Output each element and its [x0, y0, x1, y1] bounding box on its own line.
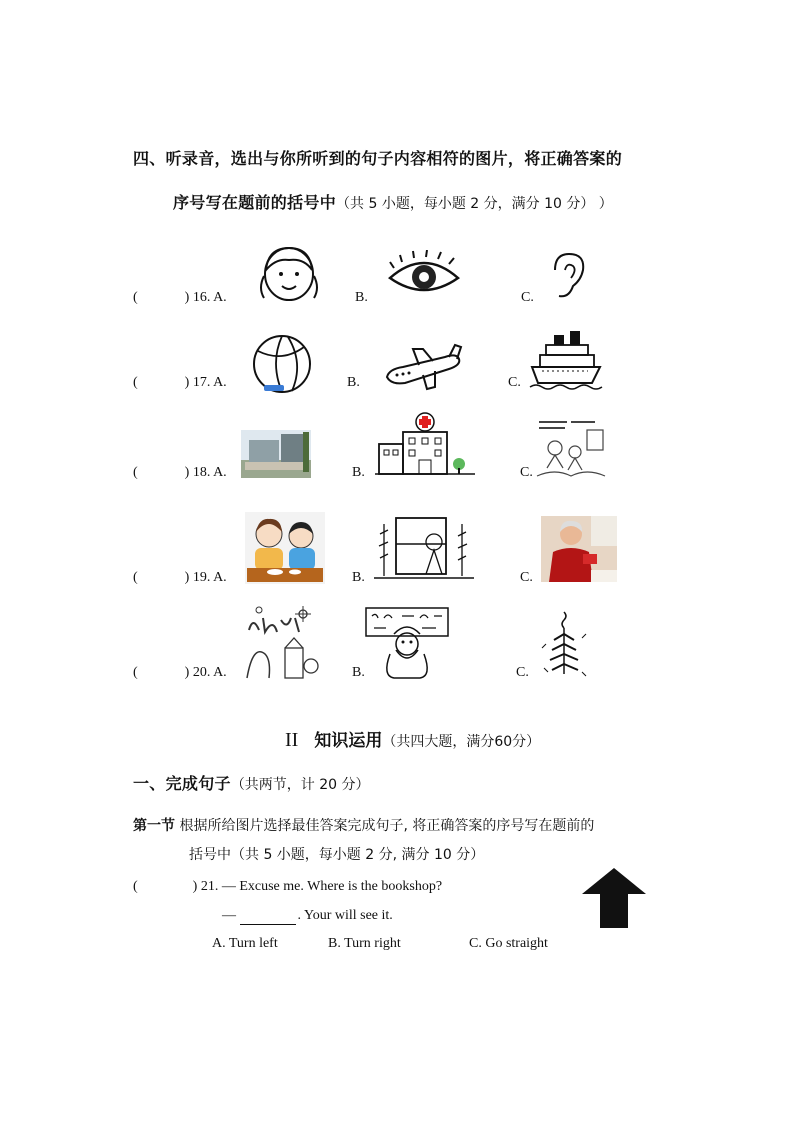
fill-blank[interactable]: [240, 908, 296, 925]
santa-christmas-icon: [362, 604, 452, 680]
answer-paren-open: (: [133, 290, 138, 305]
question-row-17: [133, 375, 227, 391]
question-row-16: [133, 290, 227, 306]
option-c-label: C.: [520, 465, 533, 480]
hospital-icon: [375, 410, 475, 478]
section1-name: 一、完成句子: [133, 774, 231, 793]
window-cleaning-icon: [374, 514, 474, 584]
question-row-18: [133, 465, 227, 481]
dialogue-line1: — Excuse me. Where is the bookshop?: [221, 879, 443, 894]
subsection1-text: 根据所给图片选择最佳答案完成句子, 将正确答案的序号写在题前的: [179, 818, 595, 834]
answer-paren-close: ): [184, 465, 190, 480]
question-row-20: [133, 665, 227, 681]
answer-paren-close: ): [184, 665, 190, 680]
answer-paren-open: (: [133, 570, 138, 585]
answer-paren-close: ): [192, 879, 198, 894]
option-c-label: C.: [521, 290, 534, 305]
section4-title-line2: [173, 190, 613, 213]
subsection1-line1: [133, 815, 594, 835]
option-b-label: B.: [352, 465, 365, 480]
part2-name: 知识运用: [314, 731, 383, 751]
question-number: 18. A.: [192, 465, 227, 480]
answer-paren-close: ): [184, 290, 190, 305]
firecracker-icon: [538, 608, 590, 680]
question-row-19: [133, 570, 227, 586]
question-number: 20. A.: [192, 665, 227, 680]
option-c-label: C.: [516, 665, 529, 680]
answer-paren-open: (: [133, 879, 138, 894]
eye-icon: [386, 250, 462, 300]
option-b-label: B.: [352, 570, 365, 585]
girl-face-icon: [254, 240, 324, 306]
option-b-label: B.: [347, 375, 360, 390]
answer-paren-open: (: [133, 465, 138, 480]
answer-paren-close: ): [184, 375, 190, 390]
answer-paren-close: ): [184, 570, 190, 585]
ship-icon: [528, 325, 604, 393]
section4-title-line1: 四、听录音，选出与你所听到的句子内容相符的图片，将正确答案的: [133, 149, 623, 168]
option-b-label: B.: [352, 665, 365, 680]
dialogue-dash: —: [222, 908, 236, 923]
option-a-21: A. Turn left: [212, 936, 278, 951]
section1-note: （共两节，计 20 分）: [230, 777, 370, 793]
section1-title: [133, 771, 370, 794]
question-number: 21.: [200, 879, 219, 894]
question-number: 16. A.: [192, 290, 227, 305]
question-row-21: [133, 879, 442, 895]
teachers-day-icon: [535, 418, 607, 480]
option-b-label: B.: [355, 290, 368, 305]
dialogue-line2-text: . Your will see it.: [297, 908, 393, 923]
school-photo-icon: [241, 430, 311, 478]
part2-note: （共四大题，满分60分）: [382, 734, 541, 750]
section4-title-note: （共 5 小题，每小题 2 分，满分 10 分） ）: [336, 196, 613, 212]
option-c-label: C.: [508, 375, 521, 390]
subsection1-label: 第一节: [133, 818, 175, 834]
option-c-label: C.: [520, 570, 533, 585]
airplane-icon: [383, 343, 463, 391]
option-c-21: C. Go straight: [469, 936, 548, 951]
kids-dumplings-icon: [245, 512, 325, 584]
answer-paren-open: (: [133, 665, 138, 680]
question-number: 19. A.: [192, 570, 227, 585]
answer-paren-open: (: [133, 375, 138, 390]
ball-icon: [248, 333, 316, 395]
part2-roman: II: [285, 729, 299, 751]
childrens-day-icon: [243, 604, 323, 680]
dialogue-line2: [222, 908, 393, 925]
question-number: 17. A.: [192, 375, 227, 390]
option-b-21: B. Turn right: [328, 936, 401, 951]
grandma-photo-icon: [541, 516, 617, 582]
section4-title-bold: 序号写在题前的括号中: [173, 193, 337, 212]
up-arrow-icon: [580, 866, 648, 930]
part2-title: [285, 726, 540, 752]
subsection1-line2: 括号中（共 5 小题，每小题 2 分, 满分 10 分）: [189, 847, 485, 863]
ear-icon: [545, 250, 589, 302]
